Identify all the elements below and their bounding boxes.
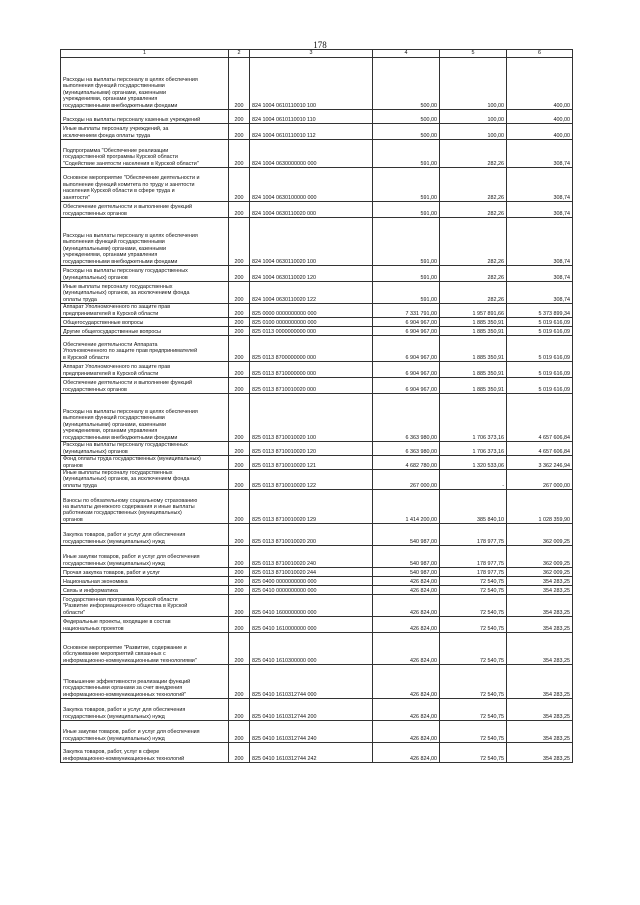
row-executed: 282,26 — [440, 202, 507, 218]
row-budget-code: 824 1004 0610110010 112 — [250, 124, 373, 140]
row-name: Прочая закупка товаров, работ и услуг — [61, 568, 229, 577]
row-name: Иные выплаты персоналу учреждений, за исключением фонда оплаты труда — [61, 124, 229, 140]
table-row — [61, 577, 573, 586]
row-approved: 540 987,00 — [373, 568, 440, 577]
row-name: Федеральные проекты, входящие в состав национальных проектов — [61, 617, 229, 633]
row-executed: 72 540,75 — [440, 633, 507, 665]
table-row — [61, 110, 573, 124]
table-row — [61, 586, 573, 595]
column-header: 5 — [440, 50, 507, 58]
row-executed: 1 706 373,16 — [440, 442, 507, 456]
row-executed: 72 540,75 — [440, 617, 507, 633]
row-unexecuted: 354 283,25 — [507, 665, 573, 699]
row-name: Обеспечение деятельности и выполнение функций государственных органов — [61, 202, 229, 218]
row-budget-code: 825 0113 8710010020 121 — [250, 456, 373, 470]
row-approved: 426 824,00 — [373, 595, 440, 617]
row-approved: 591,00 — [373, 282, 440, 304]
row-name: Расходы на выплаты персоналу в целях обеспечения выполнения функций государственными (муниципальными) органами, казенными учреждениями, органами управления государственными внебюджетными фондами — [61, 394, 229, 442]
row-executed: 1 885 350,91 — [440, 378, 507, 394]
row-approved: 6 904 967,00 — [373, 362, 440, 378]
table-row — [61, 442, 573, 456]
row-unexecuted: 400,00 — [507, 110, 573, 124]
column-header: 6 — [507, 50, 573, 58]
table-row — [61, 58, 573, 110]
row-approved: 591,00 — [373, 202, 440, 218]
row-budget-code: 825 0113 8710010020 200 — [250, 524, 373, 546]
row-name: Аппарат Уполномоченного по защите прав предпринимателей в Курской области — [61, 362, 229, 378]
row-approved: 6 904 967,00 — [373, 336, 440, 362]
row-approved: 426 824,00 — [373, 721, 440, 743]
row-name: Расходы на выплаты персоналу казенных учреждений — [61, 110, 229, 124]
table-row — [61, 282, 573, 304]
column-header: 2 — [229, 50, 250, 58]
row-name: "Повышение эффективности реализации функций государственными органами за счет внедрения информационно-коммуникационных технологий" — [61, 665, 229, 699]
row-line-code: 200 — [229, 595, 250, 617]
budget-table — [60, 49, 573, 763]
row-approved: 6 363 980,00 — [373, 442, 440, 456]
column-header: 3 — [250, 50, 373, 58]
row-executed: - — [440, 470, 507, 490]
row-line-code: 200 — [229, 140, 250, 168]
table-row — [61, 470, 573, 490]
row-executed: 282,26 — [440, 168, 507, 202]
row-unexecuted: 354 283,25 — [507, 633, 573, 665]
row-unexecuted: 4 657 606,84 — [507, 442, 573, 456]
table-row — [61, 633, 573, 665]
row-approved: 426 824,00 — [373, 665, 440, 699]
row-budget-code: 825 0410 1610000000 000 — [250, 617, 373, 633]
row-unexecuted: 267 000,00 — [507, 470, 573, 490]
row-unexecuted: 400,00 — [507, 58, 573, 110]
table-row — [61, 327, 573, 336]
row-executed: 282,26 — [440, 140, 507, 168]
row-line-code: 200 — [229, 168, 250, 202]
row-budget-code: 825 0113 8710010020 120 — [250, 442, 373, 456]
row-line-code: 200 — [229, 378, 250, 394]
row-executed: 282,26 — [440, 266, 507, 282]
row-budget-code: 824 1004 0630100000 000 — [250, 168, 373, 202]
table-row — [61, 218, 573, 266]
row-budget-code: 825 0410 1610300000 000 — [250, 633, 373, 665]
table-row — [61, 336, 573, 362]
row-executed: 1 885 350,91 — [440, 327, 507, 336]
row-executed: 178 977,75 — [440, 568, 507, 577]
table-row — [61, 617, 573, 633]
row-line-code: 200 — [229, 218, 250, 266]
row-line-code: 200 — [229, 490, 250, 524]
row-executed: 1 706 373,16 — [440, 394, 507, 442]
row-budget-code: 825 0113 8710010020 129 — [250, 490, 373, 524]
table-row — [61, 665, 573, 699]
row-approved: 591,00 — [373, 266, 440, 282]
row-name: Взносы по обязательному социальному страхованию на выплаты денежного содержания и иные выплаты работникам государственных (муниципальных) органов — [61, 490, 229, 524]
row-unexecuted: 5 019 616,09 — [507, 336, 573, 362]
row-executed: 282,26 — [440, 218, 507, 266]
column-header: 4 — [373, 50, 440, 58]
row-unexecuted: 354 283,25 — [507, 721, 573, 743]
row-name: Связь и информатика — [61, 586, 229, 595]
row-unexecuted: 5 373 899,34 — [507, 304, 573, 318]
row-line-code: 200 — [229, 266, 250, 282]
table-row — [61, 490, 573, 524]
row-unexecuted: 5 019 616,09 — [507, 362, 573, 378]
row-line-code: 200 — [229, 524, 250, 546]
row-budget-code: 825 0400 0000000000 000 — [250, 577, 373, 586]
row-line-code: 200 — [229, 282, 250, 304]
row-budget-code: 824 1004 0630110020 122 — [250, 282, 373, 304]
row-name: Национальная экономика — [61, 577, 229, 586]
row-executed: 1 885 350,91 — [440, 336, 507, 362]
row-approved: 500,00 — [373, 58, 440, 110]
table-row — [61, 140, 573, 168]
table-row — [61, 124, 573, 140]
row-budget-code: 825 0410 1610312744 242 — [250, 743, 373, 763]
row-unexecuted: 362 009,25 — [507, 524, 573, 546]
row-unexecuted: 5 019 616,09 — [507, 378, 573, 394]
row-unexecuted: 308,74 — [507, 140, 573, 168]
row-line-code: 200 — [229, 665, 250, 699]
column-header: 1 — [61, 50, 229, 58]
row-approved: 500,00 — [373, 110, 440, 124]
row-executed: 100,00 — [440, 58, 507, 110]
row-executed: 1 885 350,91 — [440, 362, 507, 378]
row-budget-code: 825 0113 8710010020 240 — [250, 546, 373, 568]
row-unexecuted: 354 283,25 — [507, 617, 573, 633]
table-row — [61, 266, 573, 282]
row-executed: 1 885 350,91 — [440, 318, 507, 327]
row-approved: 267 000,00 — [373, 470, 440, 490]
row-budget-code: 825 0410 1610312744 240 — [250, 721, 373, 743]
row-executed: 100,00 — [440, 124, 507, 140]
row-line-code: 200 — [229, 124, 250, 140]
row-name: Общегосударственные вопросы — [61, 318, 229, 327]
row-name: Другие общегосударственные вопросы — [61, 327, 229, 336]
row-approved: 6 904 967,00 — [373, 318, 440, 327]
row-executed: 72 540,75 — [440, 586, 507, 595]
table-row — [61, 318, 573, 327]
table-row — [61, 546, 573, 568]
row-name: Государственная программа Курской области "Развитие информационного общества в Курской области" — [61, 595, 229, 617]
row-budget-code: 824 1004 0630110020 000 — [250, 202, 373, 218]
row-name: Закупка товаров, работ и услуг для обеспечения государственных (муниципальных) нужд — [61, 524, 229, 546]
row-executed: 72 540,75 — [440, 577, 507, 586]
row-unexecuted: 308,74 — [507, 168, 573, 202]
row-line-code: 200 — [229, 586, 250, 595]
row-approved: 426 824,00 — [373, 586, 440, 595]
row-line-code: 200 — [229, 58, 250, 110]
row-approved: 500,00 — [373, 124, 440, 140]
row-approved: 540 987,00 — [373, 524, 440, 546]
row-budget-code: 825 0410 1610312744 200 — [250, 699, 373, 721]
table-row — [61, 202, 573, 218]
row-budget-code: 825 0000 0000000000 000 — [250, 304, 373, 318]
row-name: Обеспечение деятельности и выполнение функций государственных органов — [61, 378, 229, 394]
page-number: 178 — [313, 40, 327, 50]
row-line-code: 200 — [229, 456, 250, 470]
row-executed: 282,26 — [440, 282, 507, 304]
row-unexecuted: 354 283,25 — [507, 699, 573, 721]
row-approved: 591,00 — [373, 140, 440, 168]
row-line-code: 200 — [229, 362, 250, 378]
row-executed: 385 840,10 — [440, 490, 507, 524]
row-executed: 72 540,75 — [440, 595, 507, 617]
row-budget-code: 825 0410 0000000000 000 — [250, 586, 373, 595]
table-row — [61, 743, 573, 763]
row-unexecuted: 308,74 — [507, 202, 573, 218]
row-unexecuted: 362 009,25 — [507, 568, 573, 577]
row-approved: 426 824,00 — [373, 699, 440, 721]
row-name: Иные закупки товаров, работ и услуг для обеспечения государственных (муниципальных) нужд — [61, 546, 229, 568]
row-unexecuted: 308,74 — [507, 266, 573, 282]
table-row — [61, 721, 573, 743]
row-line-code: 200 — [229, 304, 250, 318]
row-approved: 6 904 967,00 — [373, 327, 440, 336]
row-budget-code: 825 0113 0000000000 000 — [250, 327, 373, 336]
row-budget-code: 825 0410 1610312744 000 — [250, 665, 373, 699]
row-line-code: 200 — [229, 394, 250, 442]
row-approved: 426 824,00 — [373, 743, 440, 763]
row-unexecuted: 1 028 359,90 — [507, 490, 573, 524]
row-name: Подпрограмма "Обеспечение реализации государственной программы Курской области "Содействие занятости населения в Курской области" — [61, 140, 229, 168]
row-approved: 591,00 — [373, 168, 440, 202]
row-line-code: 200 — [229, 699, 250, 721]
table-row — [61, 595, 573, 617]
row-name: Иные выплаты персоналу государственных (муниципальных) органов, за исключением фонда оплаты труда — [61, 282, 229, 304]
row-executed: 100,00 — [440, 110, 507, 124]
table-row — [61, 456, 573, 470]
row-unexecuted: 308,74 — [507, 218, 573, 266]
table-row — [61, 304, 573, 318]
row-budget-code: 825 0410 1600000000 000 — [250, 595, 373, 617]
row-approved: 6 363 980,00 — [373, 394, 440, 442]
row-name: Основное мероприятие "Развитие, содержание и обслуживание мероприятий связанных с информационно-коммуникационными технологиями" — [61, 633, 229, 665]
row-line-code: 200 — [229, 721, 250, 743]
row-approved: 4 682 780,00 — [373, 456, 440, 470]
row-approved: 591,00 — [373, 218, 440, 266]
row-unexecuted: 3 362 246,94 — [507, 456, 573, 470]
row-unexecuted: 4 657 606,84 — [507, 394, 573, 442]
row-budget-code: 825 0100 0000000000 000 — [250, 318, 373, 327]
row-line-code: 200 — [229, 568, 250, 577]
row-executed: 178 977,75 — [440, 546, 507, 568]
row-budget-code: 825 0113 8710000000 000 — [250, 362, 373, 378]
row-name: Расходы на выплаты персоналу в целях обеспечения выполнения функций государственными (муниципальными) органами, казенными учреждениями, органами управления государственными внебюджетными фондами — [61, 58, 229, 110]
row-executed: 1 957 891,66 — [440, 304, 507, 318]
row-unexecuted: 354 283,25 — [507, 595, 573, 617]
row-budget-code: 824 1004 0630110020 100 — [250, 218, 373, 266]
row-unexecuted: 362 009,25 — [507, 546, 573, 568]
row-budget-code: 825 0113 8710010020 122 — [250, 470, 373, 490]
table-row — [61, 699, 573, 721]
row-name: Обеспечение деятельности Аппарата Уполномоченного по защите прав предпринимателей в Курской области — [61, 336, 229, 362]
row-line-code: 200 — [229, 577, 250, 586]
row-budget-code: 824 1004 0610110010 110 — [250, 110, 373, 124]
table-row — [61, 168, 573, 202]
row-budget-code: 825 0113 8710010020 244 — [250, 568, 373, 577]
table-header-row — [61, 50, 573, 58]
row-unexecuted: 5 019 616,09 — [507, 327, 573, 336]
row-line-code: 200 — [229, 336, 250, 362]
row-executed: 72 540,75 — [440, 665, 507, 699]
row-executed: 178 977,75 — [440, 524, 507, 546]
row-approved: 7 331 791,00 — [373, 304, 440, 318]
row-line-code: 200 — [229, 442, 250, 456]
row-name: Основное мероприятие "Обеспечение деятельности и выполнение функций комитета по труду и занятости населения Курской области в сфере труда и занятости" — [61, 168, 229, 202]
row-budget-code: 825 0113 8710010020 100 — [250, 394, 373, 442]
row-name: Фонд оплаты труда государственных (муниципальных) органов — [61, 456, 229, 470]
table-row — [61, 524, 573, 546]
row-approved: 426 824,00 — [373, 577, 440, 586]
row-approved: 540 987,00 — [373, 546, 440, 568]
row-budget-code: 825 0113 8710010020 000 — [250, 378, 373, 394]
row-unexecuted: 308,74 — [507, 282, 573, 304]
row-unexecuted: 354 283,25 — [507, 743, 573, 763]
table-row — [61, 378, 573, 394]
row-name: Расходы на выплаты персоналу государственных (муниципальных) органов — [61, 266, 229, 282]
row-name: Аппарат Уполномоченного по защите прав предпринимателей в Курской области — [61, 304, 229, 318]
row-name: Иные закупки товаров, работ и услуг для обеспечения государственных (муниципальных) нужд — [61, 721, 229, 743]
row-approved: 6 904 967,00 — [373, 378, 440, 394]
row-name: Закупка товаров, работ и услуг для обеспечения государственных (муниципальных) нужд — [61, 699, 229, 721]
table-row — [61, 394, 573, 442]
row-budget-code: 824 1004 0630000000 000 — [250, 140, 373, 168]
row-line-code: 200 — [229, 633, 250, 665]
row-approved: 426 824,00 — [373, 633, 440, 665]
row-executed: 72 540,75 — [440, 743, 507, 763]
row-line-code: 200 — [229, 470, 250, 490]
row-executed: 72 540,75 — [440, 721, 507, 743]
row-budget-code: 824 1004 0610110010 100 — [250, 58, 373, 110]
row-unexecuted: 354 283,25 — [507, 586, 573, 595]
row-name: Расходы на выплаты персоналу в целях обеспечения выполнения функций государственными (муниципальными) органами, казенными учреждениями, органами управления государственными внебюджетными фондами — [61, 218, 229, 266]
row-line-code: 200 — [229, 743, 250, 763]
row-executed: 72 540,75 — [440, 699, 507, 721]
row-line-code: 200 — [229, 110, 250, 124]
row-budget-code: 825 0113 8700000000 000 — [250, 336, 373, 362]
row-line-code: 200 — [229, 318, 250, 327]
row-line-code: 200 — [229, 617, 250, 633]
row-unexecuted: 5 019 616,09 — [507, 318, 573, 327]
row-approved: 426 824,00 — [373, 617, 440, 633]
row-budget-code: 824 1004 0630110020 120 — [250, 266, 373, 282]
row-line-code: 200 — [229, 327, 250, 336]
row-name: Расходы на выплаты персоналу государственных (муниципальных) органов — [61, 442, 229, 456]
row-line-code: 200 — [229, 546, 250, 568]
row-approved: 1 414 200,00 — [373, 490, 440, 524]
table-row — [61, 362, 573, 378]
row-name: Иные выплаты персоналу государственных (муниципальных) органов, за исключением фонда оплаты труда — [61, 470, 229, 490]
table-row — [61, 568, 573, 577]
row-unexecuted: 354 283,25 — [507, 577, 573, 586]
row-executed: 1 320 533,06 — [440, 456, 507, 470]
row-line-code: 200 — [229, 202, 250, 218]
row-unexecuted: 400,00 — [507, 124, 573, 140]
row-name: Закупка товаров, работ, услуг в сфере информационно-коммуникационных технологий — [61, 743, 229, 763]
